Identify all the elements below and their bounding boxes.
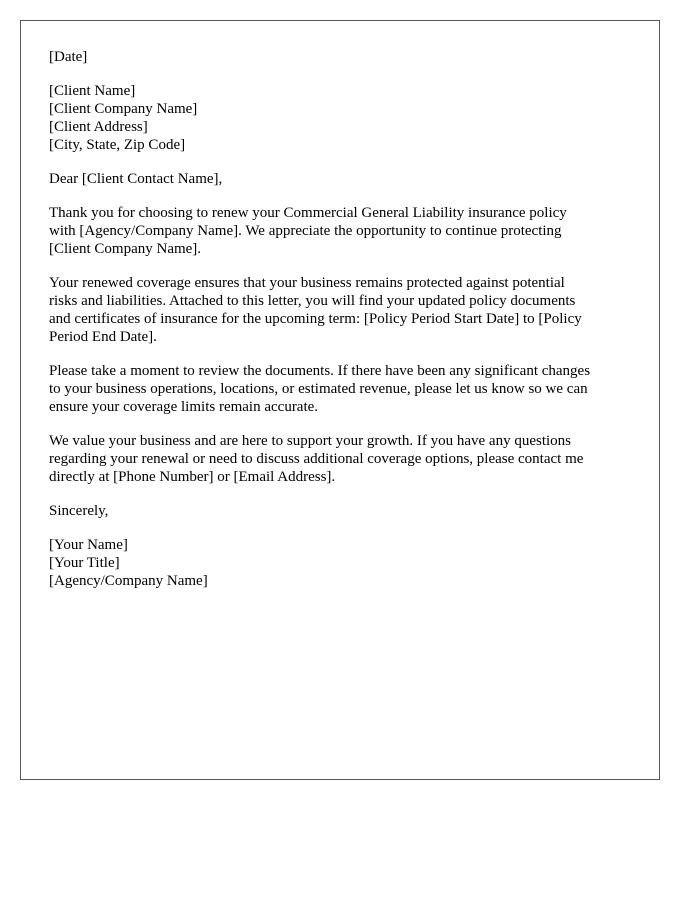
- paragraph-line: to your business operations, locations, or estimated revenue, please let us know so we can: [49, 381, 588, 397]
- paragraph-line: Period End Date].: [49, 329, 157, 345]
- paragraph-line: Thank you for choosing to renew your Commercial General Liability insurance policy: [49, 205, 567, 221]
- paragraph-line: with [Agency/Company Name]. We appreciate the opportunity to continue protecting: [49, 223, 562, 239]
- paragraph-line: regarding your renewal or need to discuss additional coverage options, please contact me: [49, 451, 584, 467]
- recipient-company: [Client Company Name]: [49, 101, 198, 117]
- paragraph-line: and certificates of insurance for the upcoming term: [Policy Period Start Date] to [Policy: [49, 311, 582, 327]
- closing: Sincerely,: [49, 503, 109, 519]
- paragraph-line: directly at [Phone Number] or [Email Address].: [49, 469, 336, 485]
- signature-title: [Your Title]: [49, 555, 120, 571]
- paragraph-line: We value your business and are here to support your growth. If you have any questions: [49, 433, 571, 449]
- paragraph-line: ensure your coverage limits remain accurate.: [49, 399, 319, 415]
- closing-block: [49, 502, 634, 520]
- recipient-address-block: [49, 82, 634, 154]
- signature-name: [Your Name]: [49, 537, 128, 553]
- letter-body: [49, 48, 634, 606]
- paragraph-line: Please take a moment to review the documents. If there have been any significant changes: [49, 363, 591, 379]
- recipient-name: [Client Name]: [49, 83, 136, 99]
- signature-block: [49, 536, 634, 590]
- paragraph-line: [Client Company Name].: [49, 241, 202, 257]
- recipient-address: [Client Address]: [49, 119, 148, 135]
- letter-date: [Date]: [49, 49, 88, 65]
- salutation-block: [49, 170, 634, 188]
- paragraph-line: risks and liabilities. Attached to this letter, you will find your updated policy documents: [49, 293, 576, 309]
- paragraph-line: Your renewed coverage ensures that your business remains protected against potential: [49, 275, 565, 291]
- paragraph-review: [49, 362, 634, 416]
- signature-company: [Agency/Company Name]: [49, 573, 208, 589]
- date-block: [49, 48, 634, 66]
- letter-page: [20, 20, 660, 780]
- paragraph-contact: [49, 432, 634, 486]
- paragraph-coverage: [49, 274, 634, 346]
- salutation: Dear [Client Contact Name],: [49, 171, 223, 187]
- recipient-city-state-zip: [City, State, Zip Code]: [49, 137, 186, 153]
- paragraph-renewal-thanks: [49, 204, 634, 258]
